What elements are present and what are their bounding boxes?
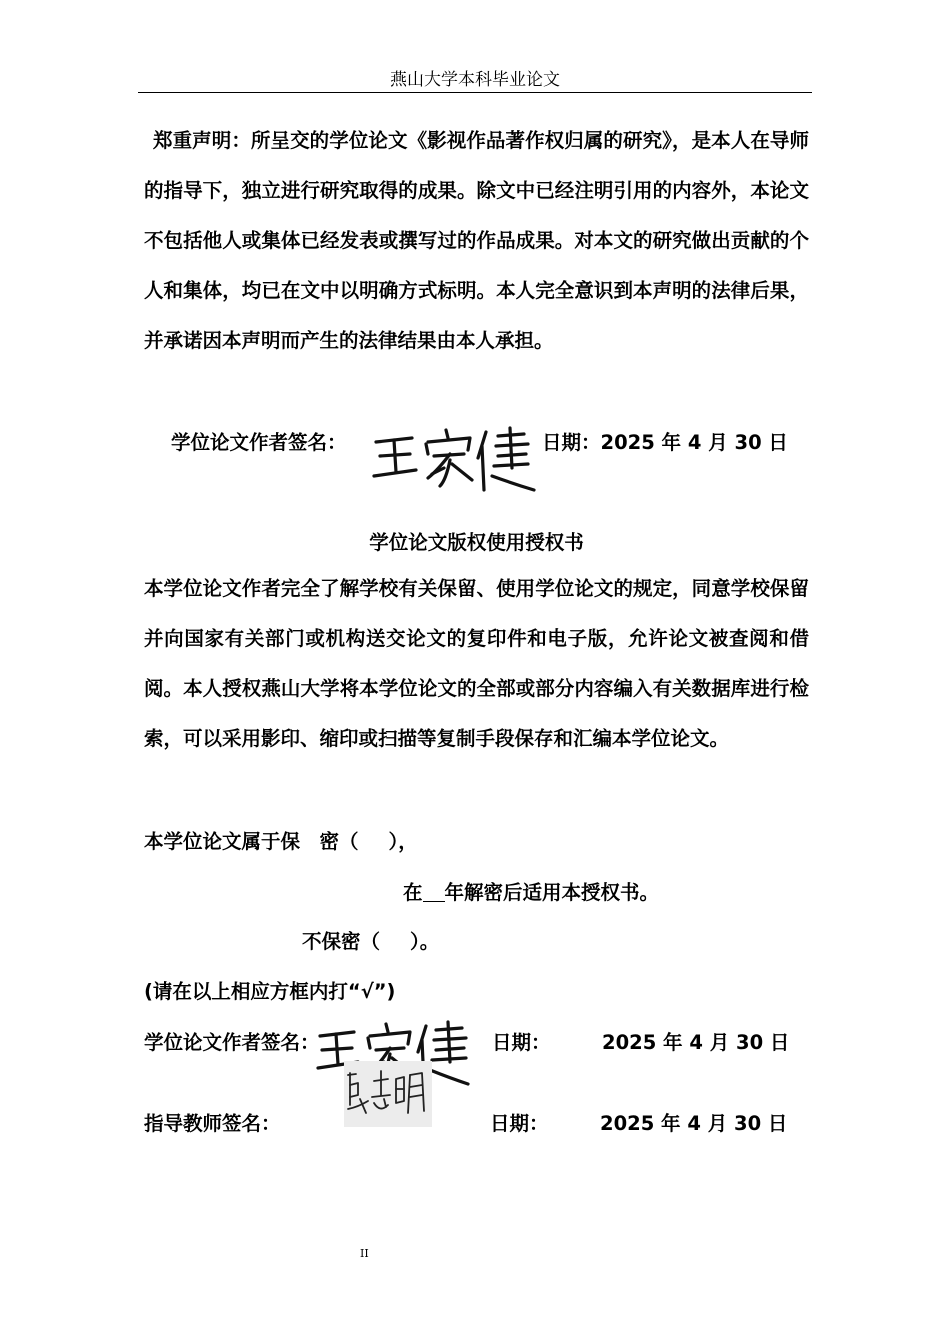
supervisor-signature-image — [344, 1061, 432, 1127]
decrypt-line — [403, 877, 659, 905]
supervisor-handwritten-signature — [344, 1061, 432, 1127]
declaration-date: 日期：2025 年 4 月 30 日 — [542, 431, 788, 454]
page-number: II — [360, 1247, 369, 1260]
not-secret-line — [302, 926, 439, 954]
secret-option-label: 本学位论文属于保 密（ — [144, 830, 359, 853]
declaration-signature-label: 学位论文作者签名： — [171, 431, 347, 454]
page-header: 燕山大学本科毕业论文 — [138, 68, 812, 93]
supervisor-signature-label: 指导教师签名： — [144, 1112, 281, 1135]
check-instruction: (请在以上相应方框内打“√”) — [144, 980, 396, 1003]
secret-option-close: ）， — [388, 830, 418, 853]
decrypt-suffix: 年解密后适用本授权书。 — [444, 881, 660, 904]
secret-option-line — [144, 826, 418, 854]
supervisor-date: 2025 年 4 月 30 日 — [600, 1112, 788, 1135]
decrypt-year-blank[interactable] — [423, 883, 445, 902]
decrypt-prefix: 在 — [403, 881, 423, 904]
author-date-label: 日期： — [492, 1031, 551, 1054]
supervisor-date-label: 日期： — [490, 1112, 549, 1135]
not-secret-label: 不保密（ — [302, 930, 381, 953]
author-date: 2025 年 4 月 30 日 — [602, 1031, 790, 1054]
declaration-handwritten-signature — [368, 424, 540, 496]
author-signature-label: 学位论文作者签名： — [144, 1031, 320, 1054]
authorization-title: 学位论文版权使用授权书 — [369, 531, 584, 554]
declaration-paragraph: 郑重声明：所呈交的学位论文《影视作品著作权归属的研究》，是本人在导师的指导下，独立进行研究取得的成果。除文中已经注明引用的内容外，本论文不包括他人或集体已经发表或撰写过的作品成果。对本文的研究做出贡献的个人和集体，均已在文中以明确方式标明。本人完全意识到本声明的法律后果，并承诺因本声明而产生的法律结果由本人承担。 — [144, 129, 809, 352]
authorization-paragraph: 本学位论文作者完全了解学校有关保留、使用学位论文的规定，同意学校保留并向国家有关部门或机构送交论文的复印件和电子版，允许论文被查阅和借阅。本人授权燕山大学将本学位论文的全部或部分内容编入有关数据库进行检索，可以采用影印、缩印或扫描等复制手段保存和汇编本学位论文。 — [144, 577, 809, 750]
not-secret-close: ）。 — [410, 930, 440, 953]
